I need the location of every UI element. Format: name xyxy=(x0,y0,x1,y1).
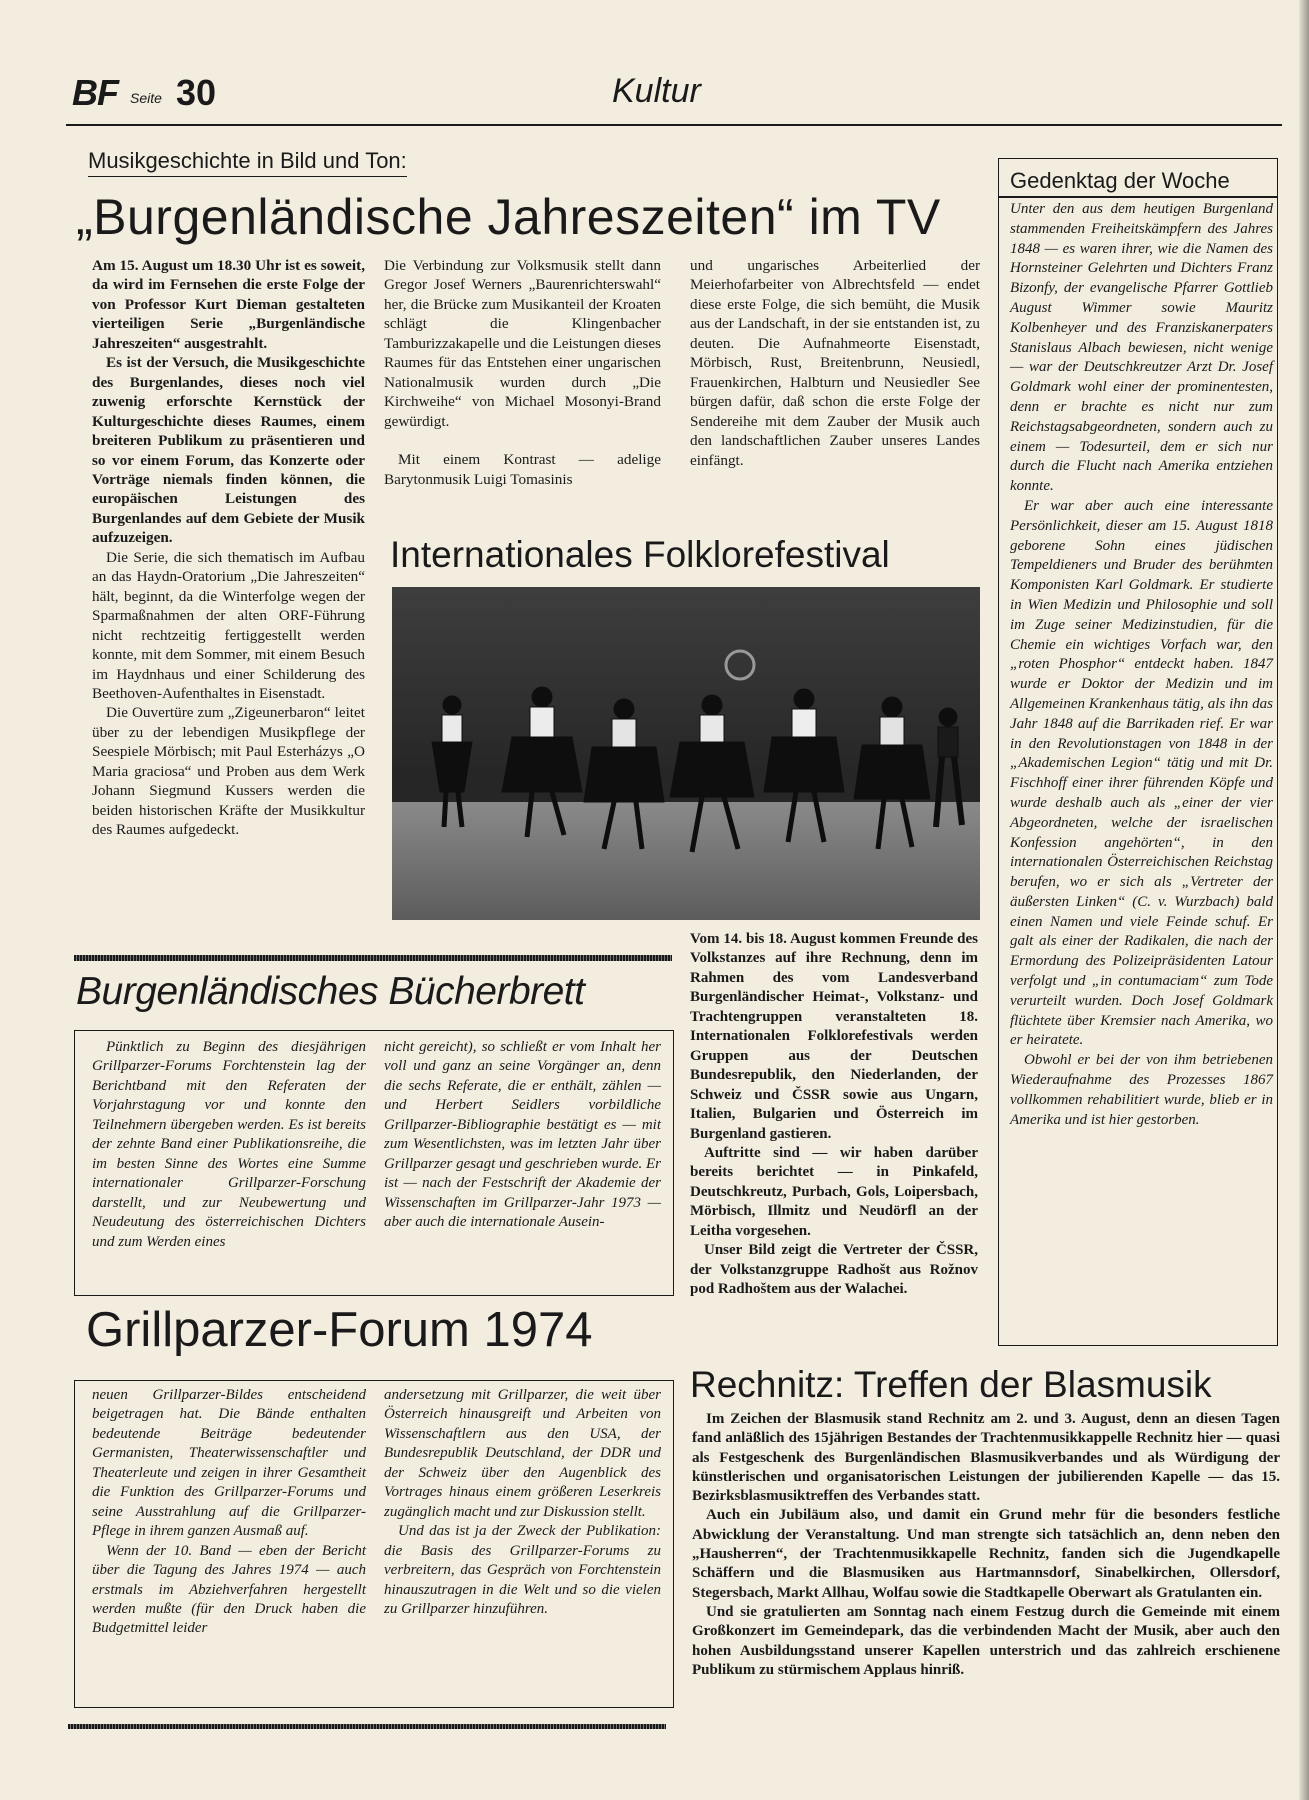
buecherbrett-bottom-rule xyxy=(68,1724,666,1729)
buecherbrett-paragraph: Pünktlich zu Beginn des diesjährigen Grillparzer-Forums Forchtenstein lag der Berichtband mit den Referaten der Vorjahrstagung vor und konnte den Teilnehmern übergeben werden. Es ist bereits der zehnte Band einer Publikationsreihe, die im besten Sinne des Wortes eine Summe internationaler Grillparzer-Forschung darstellt, und zur Neubewertung und Neudeutung des österreichischen Dichters und zum Werden eines xyxy=(92,1039,366,1250)
page-edge-shadow xyxy=(1299,0,1309,1800)
rechnitz-text xyxy=(692,1410,1280,1680)
article1-kicker: Musikgeschichte in Bild und Ton: xyxy=(88,148,407,177)
sidebar-paragraph: Er war aber auch eine interessante Persönlichkeit, dieser am 15. August 1818 geborene Sohn eines jüdischen Tempeldieners und Bruder des berühmten Komponisten Karl Goldmark. Er studierte in Wien Medizin und Philosophie und soll im Zuge seiner Medizinstudien, für die Chemie ein wichtiges Vorfach war, den „roten Phosphor“ entdeckt haben. 1847 wurde er Doktor der Medizin und im Allgemeinen Krankenhaus tätig, als ihn das Jahr 1848 auf die Barrikaden rief. Er war in den Revolutionstagen von 1848 in der „Akademischen Legion“ tätig und mit Dr. Fischhoff einer ihrer führenden Köpfe und wurde deshalb auch als „einer der vier Abgeordneten, welche der israelischen Konfession angehörten“, in den internationalen Österreichischen Reichstag berufen, wo er sich als „Vertreter der äußersten Linken“ (C. v. Wurzbach) bald einen Namen und viele Feinde schuf. Er galt als einer der Radikalen, die nach der Ermordung des Polizeipräsidenten Latour verfolgt und „in contumaciam“ zum Tode verurteilt wurden. Doch Josef Goldmark flüchtete über Kremsier nach Amerika, wo er heiratete. xyxy=(1010,497,1273,1049)
section-title: Kultur xyxy=(612,72,701,110)
article1-lead: Am 15. August um 18.30 Uhr ist es soweit, da wird im Fernsehen die erste Folge der von Professor Kurt Dieman gestalteten vierteiligen Serie „Burgenländische Jahreszeiten“ ausgestrahlt. xyxy=(92,257,365,352)
article1-column-3 xyxy=(690,256,980,470)
buecherbrett-paragraph: neuen Grillparzer-Bildes entscheidend beigetragen hat. Die Bände enthalten bedeutende Beiträge bedeutender Germanisten, Theaterwissenschaftler und Theaterleute und zeigen in ihrer Gesamtheit die Funktion des Grillparzer-Forums und seine Ausstrahlung auf die Grillparzer-Pflege in ihrem ganzen Ausmaß auf. xyxy=(92,1387,366,1540)
article1-column-1 xyxy=(92,256,365,840)
buecherbrett-top-rule xyxy=(74,955,672,961)
article1-paragraph: Mit einem Kontrast — adelige Barytonmusik Luigi Tomasinis xyxy=(384,451,661,488)
rechnitz-paragraph: Im Zeichen der Blasmusik stand Rechnitz am 2. und 3. August, denn an diesen Tagen fand anläßlich des 15jährigen Bestandes der Trachtenmusikkappelle Rechnitz hier — quasi als Festgeschenk des Burgenländischen Blasmusikverbandes und als Würdigung der künstlerischen und organisatorischen Leistungen der jubilierenden Kapelle — das 15. Bezirksblasmusiktreffen des Verbandes statt. xyxy=(692,1411,1280,1505)
sidebar-title-rule xyxy=(998,196,1277,198)
article1-paragraph: und ungarisches Arbeiterlied der Meierhofarbeiter von Albrechtsfeld — endet diese erste Folge, die sich bemüht, die Musik aus der Landschaft, in der sie entstanden ist, zu deuten. Die Aufnahmeorte Eisenstadt, Mörbisch, Rust, Breitenbrunn, Neusiedl, Frauenkirchen, Halbturn und Neusiedler See bürgen dafür, daß schon die erste Folge der Sendereihe mit dem Zauber der Musik auch den landschaftlichen Zauber unseres Landes einfängt. xyxy=(690,257,980,469)
page-number: 30 xyxy=(176,72,217,113)
article1-headline: „Burgenländische Jahreszeiten“ im TV xyxy=(76,189,941,245)
photo-ground xyxy=(392,802,980,920)
buecherbrett-column-1-top xyxy=(92,1038,366,1252)
folklore-headline: Internationales Folklorefestival xyxy=(390,534,890,575)
sidebar-title: Gedenktag der Woche xyxy=(1010,168,1230,193)
buecherbrett-paragraph: Und das ist ja der Zweck der Publikation: die Basis des Grillparzer-Forums zu verbreitern, das Gespräch von Forchtenstein hinauszutragen in die Welt und so die vielen zu Grillparzer hinzuführen. xyxy=(384,1523,661,1617)
masthead-rule xyxy=(66,124,1282,126)
buecherbrett-paragraph: Wenn der 10. Band — eben der Bericht über die Tagung des Jahres 1974 — auch erstmals im Abziehverfahren hergestellt werden mußte (für den Druck haben die Budgetmittel leider xyxy=(92,1542,366,1637)
buecherbrett-subheadline: Grillparzer-Forum 1974 xyxy=(86,1303,593,1357)
rechnitz-paragraph: Auch ein Jubiläum also, und damit ein Grund mehr für die besonders festliche Abwicklung der Veranstaltung. Und man strengte sich tatsächlich an, denn neben den „Hausherren“, der Trachtenmusikkapelle Rechnitz, fanden sich die Jugendkapelle Schäffern und die Blasmusiken aus Hartmannsdorf, Sinabelkirchen, Ollersdorf, Stegersbach, Markt Allhau, Wolfau sowie die Stadtkapelle Oberwart als Gratulanten ein. xyxy=(692,1507,1280,1601)
article1-paragraph: Die Verbindung zur Volksmusik stellt dann Gregor Josef Werners „Baurenrichterswahl“ her, die Brücke zum Musikanteil der Kroaten schlägt die Klingenbacher Tamburizzakapelle und die Leistungen dieses Raumes für das Entstehen einer ungarischen Nationalmusik wurden durch „Die Kirchweihe“ von Michael Mosonyi-Brand gewürdigt. xyxy=(384,257,661,430)
sidebar-text xyxy=(1010,200,1273,1130)
buecherbrett-column-2-bottom xyxy=(384,1386,661,1619)
masthead-logo: BF xyxy=(72,72,118,113)
folklore-text xyxy=(690,930,978,1300)
buecherbrett-column-2-top xyxy=(384,1038,661,1233)
article1-paragraph: Es ist der Versuch, die Musikgeschichte des Burgenlandes, dieses noch viel zuwenig erforschte Kernstück der Kulturgeschichte dieses Raumes, einem breiteren Publikum zu präsentieren und so vor einem Forum, das Konzerte oder Vorträge niemals finden können, die europäischen Leistungen des Burgenlandes auf dem Gebiete der Musik aufzuzeigen. xyxy=(92,354,365,547)
masthead-seite-label: Seite xyxy=(130,90,162,106)
buecherbrett-column-1-bottom xyxy=(92,1386,366,1639)
buecherbrett-paragraph: nicht gereicht), so schließt er vom Inhalt her voll und ganz an seine Vorgänger an, denn die sechs Referate, die er enthält, zählen — und Herbert Seidlers vorbildliche Grillparzer-Bibliographie bestätigt es — mit zum Wesentlichsten, was im letzten Jahr über Grillparzer gesagt und geschrieben wurde. Er ist — nach der Festschrift der Akademie der Wissenschaften im Grillparzer-Jahr 1973 — aber auch die internationale Ausein- xyxy=(384,1039,661,1231)
folklore-paragraph: Vom 14. bis 18. August kommen Freunde des Volkstanzes auf ihre Rechnung, denn im Rahmen des vom Landesverband Burgenländischer Heimat-, Volkstanz- und Trachtengruppen veranstalteten 18. Internationalen Folklorefestivals werden Gruppen aus der Deutschen Bundesrepublik, den Niederlanden, der Schweiz und ČSSR sowie aus Ungarn, Italien, Bulgarien und Österreich im Burgenland gastieren. xyxy=(690,931,978,1142)
folklore-paragraph: Auftritte sind — wir haben darüber bereits berichtet — in Pinkafeld, Deutschkreutz, Purbach, Gols, Loipersbach, Mörbisch, Illmitz und Neudörfl an der Leitha vorgesehen. xyxy=(690,1144,978,1239)
folklore-photo xyxy=(392,587,980,920)
article1-paragraph: Die Serie, die sich thematisch im Aufbau an das Haydn-Oratorium „Die Jahreszeiten“ hält, beginnt, da die Winterfolge wegen der Sparmaßnahmen der alten ORF-Führung nicht rechtzeitig fertiggestellt werden konnte, mit dem Sommer, mit einem Besuch im Haydnhaus und einer Schilderung des Beethoven-Aufenthaltes in Eisenstadt. xyxy=(92,548,365,702)
folklore-paragraph: Unser Bild zeigt die Vertreter der ČSSR, der Volkstanzgruppe Radhošt aus Rožnov pod Radhoštem aus der Walachei. xyxy=(690,1242,978,1298)
buecherbrett-paragraph: andersetzung mit Grillparzer, die weit über Österreich hinausgreift und Arbeiten von Wissenschaftlern aus den USA, der Bundesrepublik Deutschland, der DDR und der Schweiz über den Augenblick des Vortrages hinaus einem größeren Leserkreis zugänglich macht und zur Diskussion stellt. xyxy=(384,1387,661,1520)
article1-column-2 xyxy=(384,256,661,489)
masthead xyxy=(72,72,1282,120)
sidebar-paragraph: Unter den aus dem heutigen Burgenland stammenden Freiheitskämpfern des Jahres 1848 — es waren ihrer, wie die Namen des Hornsteiner Gelehrten und Dichters Franz Bizonfy, der evangelische Pfarrer Gottlieb August Wimmer sowie Mauritz Kolbenheyer und des Franziskanerpaters Stanislaus Albach bewiesen, nicht wenige — war der Deutschkreutzer Arzt Dr. Josef Goldmark wohl einer der prominentesten, denn er brachte es nicht nur zum Reichstagsabgeordneten, sondern auch zu einem — Todesurteil, dem er sich nur durch die Flucht nach Amerika entziehen konnte. xyxy=(1010,201,1273,495)
rechnitz-headline: Rechnitz: Treffen der Blasmusik xyxy=(690,1364,1212,1405)
rechnitz-paragraph: Und sie gratulierten am Sonntag nach einem Festzug durch die Gemeinde mit einem Großkonzert im Gemeindepark, das die verbindenden Macht der Musik, aber auch den hohen Ausbildungsstand unserer Kapellen unterstrich und das zahlreich erschienene Publikum zu stürmischem Applaus hinriß. xyxy=(692,1603,1280,1678)
buecherbrett-headline: Burgenländisches Bücherbrett xyxy=(76,970,585,1013)
article1-paragraph: Die Ouvertüre zum „Zigeunerbaron“ leitet über zu der lebendigen Musikpflege der Seespiele Mörbisch; mit Paul Esterházys „O Maria graciosa“ und Proben aus dem Werk Johann Siegmund Kussers werden die beiden historischen Kräfte der Musikkultur des Raumes aufgedeckt. xyxy=(92,704,365,839)
sidebar-paragraph: Obwohl er bei der von ihm betriebenen Wiederaufnahme des Prozesses 1867 vollkommen rehabilitiert wurde, blieb er in Amerika und ist hier gestorben. xyxy=(1010,1052,1273,1128)
